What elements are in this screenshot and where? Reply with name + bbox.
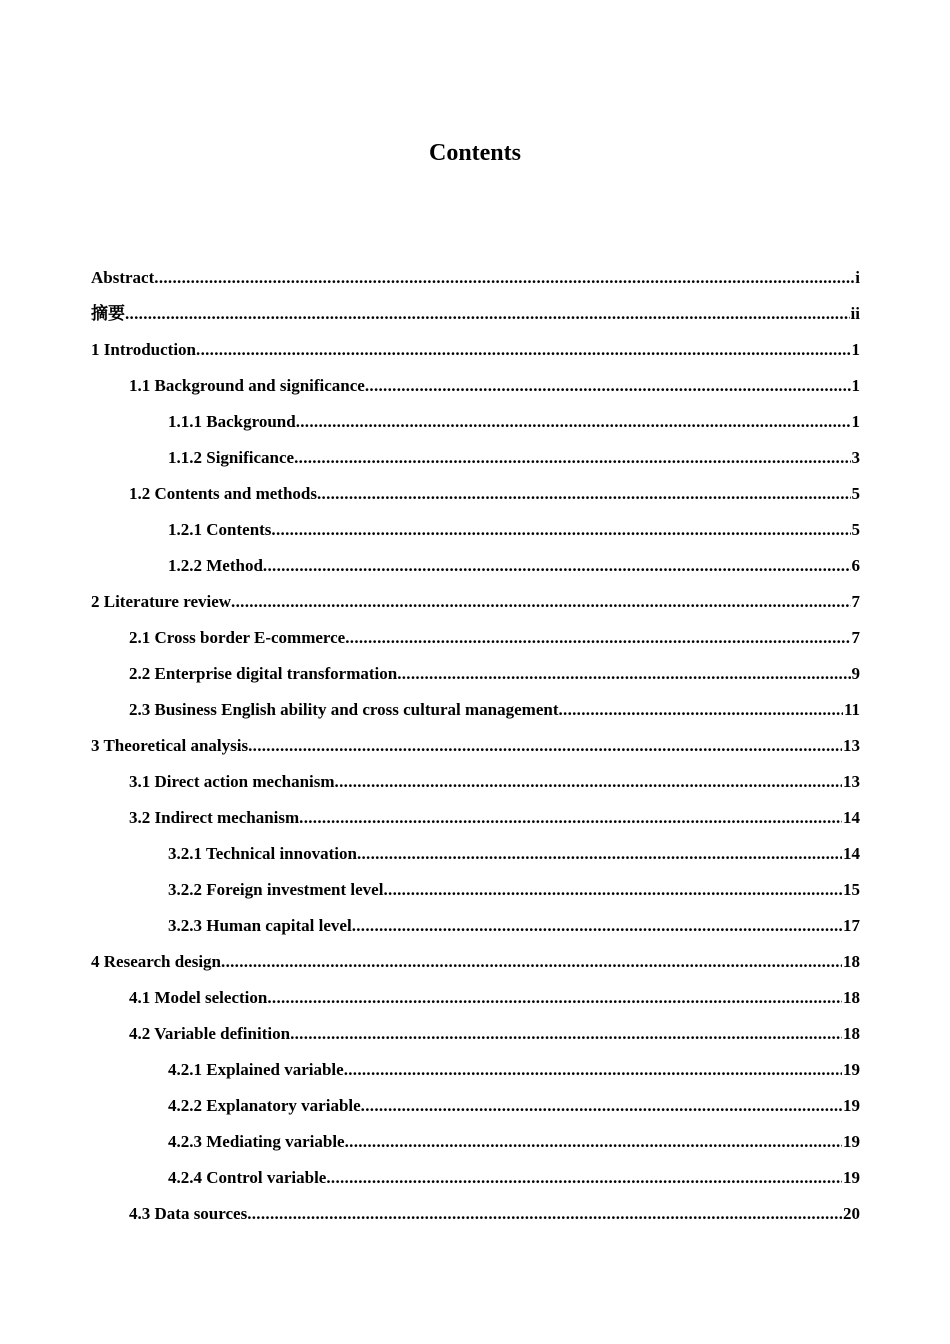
toc-dot-leader <box>345 620 850 656</box>
toc-dot-leader <box>365 368 851 404</box>
toc-entry-label: 1.2 Contents and methods <box>129 484 317 503</box>
toc-entry-label: 4.3 Data sources <box>129 1204 248 1223</box>
toc-page-number: 19 <box>843 1168 860 1187</box>
toc-dot-leader <box>154 260 854 296</box>
toc-dot-leader <box>335 764 842 800</box>
toc-page-number: 6 <box>851 556 860 575</box>
toc-entry-label: 1.1.2 Significance <box>168 448 295 467</box>
toc-page-number: 5 <box>851 484 860 503</box>
page-title: Contents <box>428 140 521 166</box>
toc-dot-leader <box>558 692 842 728</box>
toc-dot-leader <box>196 332 850 368</box>
toc-dot-leader <box>263 548 851 584</box>
toc-entry-literature-review[interactable] <box>91 584 860 620</box>
toc-entry-chinese-abstract[interactable] <box>91 296 860 332</box>
toc-entry-label: 4.2.3 Mediating variable <box>168 1132 345 1151</box>
toc-entry-3-2[interactable] <box>91 800 860 836</box>
toc-dot-leader <box>326 1160 842 1196</box>
toc-page-number: 1 <box>851 340 860 359</box>
toc-entry-abstract[interactable] <box>91 260 860 296</box>
toc-entry-label: Abstract <box>91 268 155 287</box>
toc-page-number: 19 <box>843 1060 860 1079</box>
toc-entry-4-2-3[interactable] <box>91 1124 860 1160</box>
toc-page-number: 9 <box>851 664 860 683</box>
toc-entry-2-2[interactable] <box>91 656 860 692</box>
toc-entry-introduction[interactable] <box>91 332 860 368</box>
toc-page-number: 11 <box>843 700 860 719</box>
toc-entry-4-3[interactable] <box>91 1196 860 1232</box>
toc-dot-leader <box>357 836 842 872</box>
toc-page-number: 7 <box>851 628 860 647</box>
toc-page-number: 17 <box>843 916 860 935</box>
toc-entry-3-2-1[interactable] <box>91 836 860 872</box>
toc-entry-3-2-2[interactable] <box>91 872 860 908</box>
toc-dot-leader <box>271 512 850 548</box>
toc-dot-leader <box>267 980 842 1016</box>
toc-entry-3-1[interactable] <box>91 764 860 800</box>
toc-entry-label: 摘要 <box>91 304 125 324</box>
toc-dot-leader <box>345 1124 842 1160</box>
toc-dot-leader <box>294 440 850 476</box>
toc-entry-label: 1.1.1 Background <box>168 412 296 431</box>
toc-entry-label: 3.2.3 Human capital level <box>168 916 352 935</box>
toc-page-number: 19 <box>843 1096 860 1115</box>
toc-entry-4-2-4[interactable] <box>91 1160 860 1196</box>
toc-page-number: 18 <box>843 952 860 971</box>
toc-entry-label: 3.2.1 Technical innovation <box>168 844 357 863</box>
toc-page-number: 1 <box>851 376 860 395</box>
toc-entry-label: 4.2 Variable definition <box>129 1024 291 1043</box>
toc-dot-leader <box>296 404 851 440</box>
toc-entry-label: 3 Theoretical analysis <box>91 736 249 755</box>
toc-entry-2-1[interactable] <box>91 620 860 656</box>
toc-entry-4-1[interactable] <box>91 980 860 1016</box>
toc-entry-label: 4.2.4 Control variable <box>168 1168 327 1187</box>
toc-entry-label: 2.2 Enterprise digital transformation <box>129 664 398 683</box>
toc-dot-leader <box>397 656 850 692</box>
toc-entry-1-1-1[interactable] <box>91 404 860 440</box>
toc-dot-leader <box>361 1088 842 1124</box>
toc-entry-label: 4.2.2 Explanatory variable <box>168 1096 361 1115</box>
toc-dot-leader <box>344 1052 842 1088</box>
toc-page-number: 14 <box>843 844 860 863</box>
toc-entry-label: 2 Literature review <box>91 592 232 611</box>
toc-page-number: 15 <box>843 880 860 899</box>
toc-dot-leader <box>352 908 842 944</box>
toc-entry-label: 2.1 Cross border E-commerce <box>129 628 346 647</box>
toc-entry-research-design[interactable] <box>91 944 860 980</box>
toc-entry-1-2-1[interactable] <box>91 512 860 548</box>
toc-entry-label: 3.2 Indirect mechanism <box>129 808 300 827</box>
toc-page-number: 19 <box>843 1132 860 1151</box>
toc-entry-1-2[interactable] <box>91 476 860 512</box>
toc-dot-leader <box>231 584 850 620</box>
toc-entry-2-3[interactable] <box>91 692 860 728</box>
toc-dot-leader <box>383 872 842 908</box>
toc-page-number: 3 <box>851 448 860 467</box>
toc-entry-4-2-1[interactable] <box>91 1052 860 1088</box>
toc-entry-4-2-2[interactable] <box>91 1088 860 1124</box>
toc-entry-label: 1.2.1 Contents <box>168 520 272 539</box>
toc-dot-leader <box>317 476 851 512</box>
toc-entry-label: 3.1 Direct action mechanism <box>129 772 335 791</box>
toc-entry-label: 4.1 Model selection <box>129 988 268 1007</box>
toc-entry-label: 1.1 Background and significance <box>129 376 365 395</box>
table-of-contents <box>91 260 860 1232</box>
toc-page-number: ii <box>850 304 860 323</box>
toc-entry-label: 1.2.2 Method <box>168 556 263 575</box>
toc-entry-1-1-2[interactable] <box>91 440 860 476</box>
toc-page-number: 20 <box>843 1204 860 1223</box>
toc-dot-leader <box>290 1016 842 1052</box>
toc-entry-label: 3.2.2 Foreign investment level <box>168 880 384 899</box>
toc-page-number: 18 <box>843 988 860 1007</box>
toc-page-number: i <box>855 268 860 287</box>
toc-page-number: 7 <box>851 592 860 611</box>
toc-page-number: 13 <box>843 736 860 755</box>
toc-dot-leader <box>248 728 842 764</box>
toc-page-number: 1 <box>851 412 860 431</box>
toc-entry-3-2-3[interactable] <box>91 908 860 944</box>
toc-entry-1-1[interactable] <box>91 368 860 404</box>
toc-dot-leader <box>247 1196 842 1232</box>
toc-dot-leader <box>221 944 842 980</box>
toc-page-number: 14 <box>843 808 860 827</box>
toc-entry-1-2-2[interactable] <box>91 548 860 584</box>
toc-entry-label: 4 Research design <box>91 952 222 971</box>
toc-entry-label: 1 Introduction <box>91 340 197 359</box>
toc-page-number: 5 <box>851 520 860 539</box>
toc-entry-label: 2.3 Business English ability and cross cultural management <box>129 700 559 719</box>
toc-dot-leader <box>299 800 842 836</box>
toc-page-number: 13 <box>843 772 860 791</box>
toc-page-number: 18 <box>843 1024 860 1043</box>
toc-entry-4-2[interactable] <box>91 1016 860 1052</box>
toc-dot-leader <box>125 296 850 332</box>
toc-entry-theoretical-analysis[interactable] <box>91 728 860 764</box>
toc-entry-label: 4.2.1 Explained variable <box>168 1060 344 1079</box>
